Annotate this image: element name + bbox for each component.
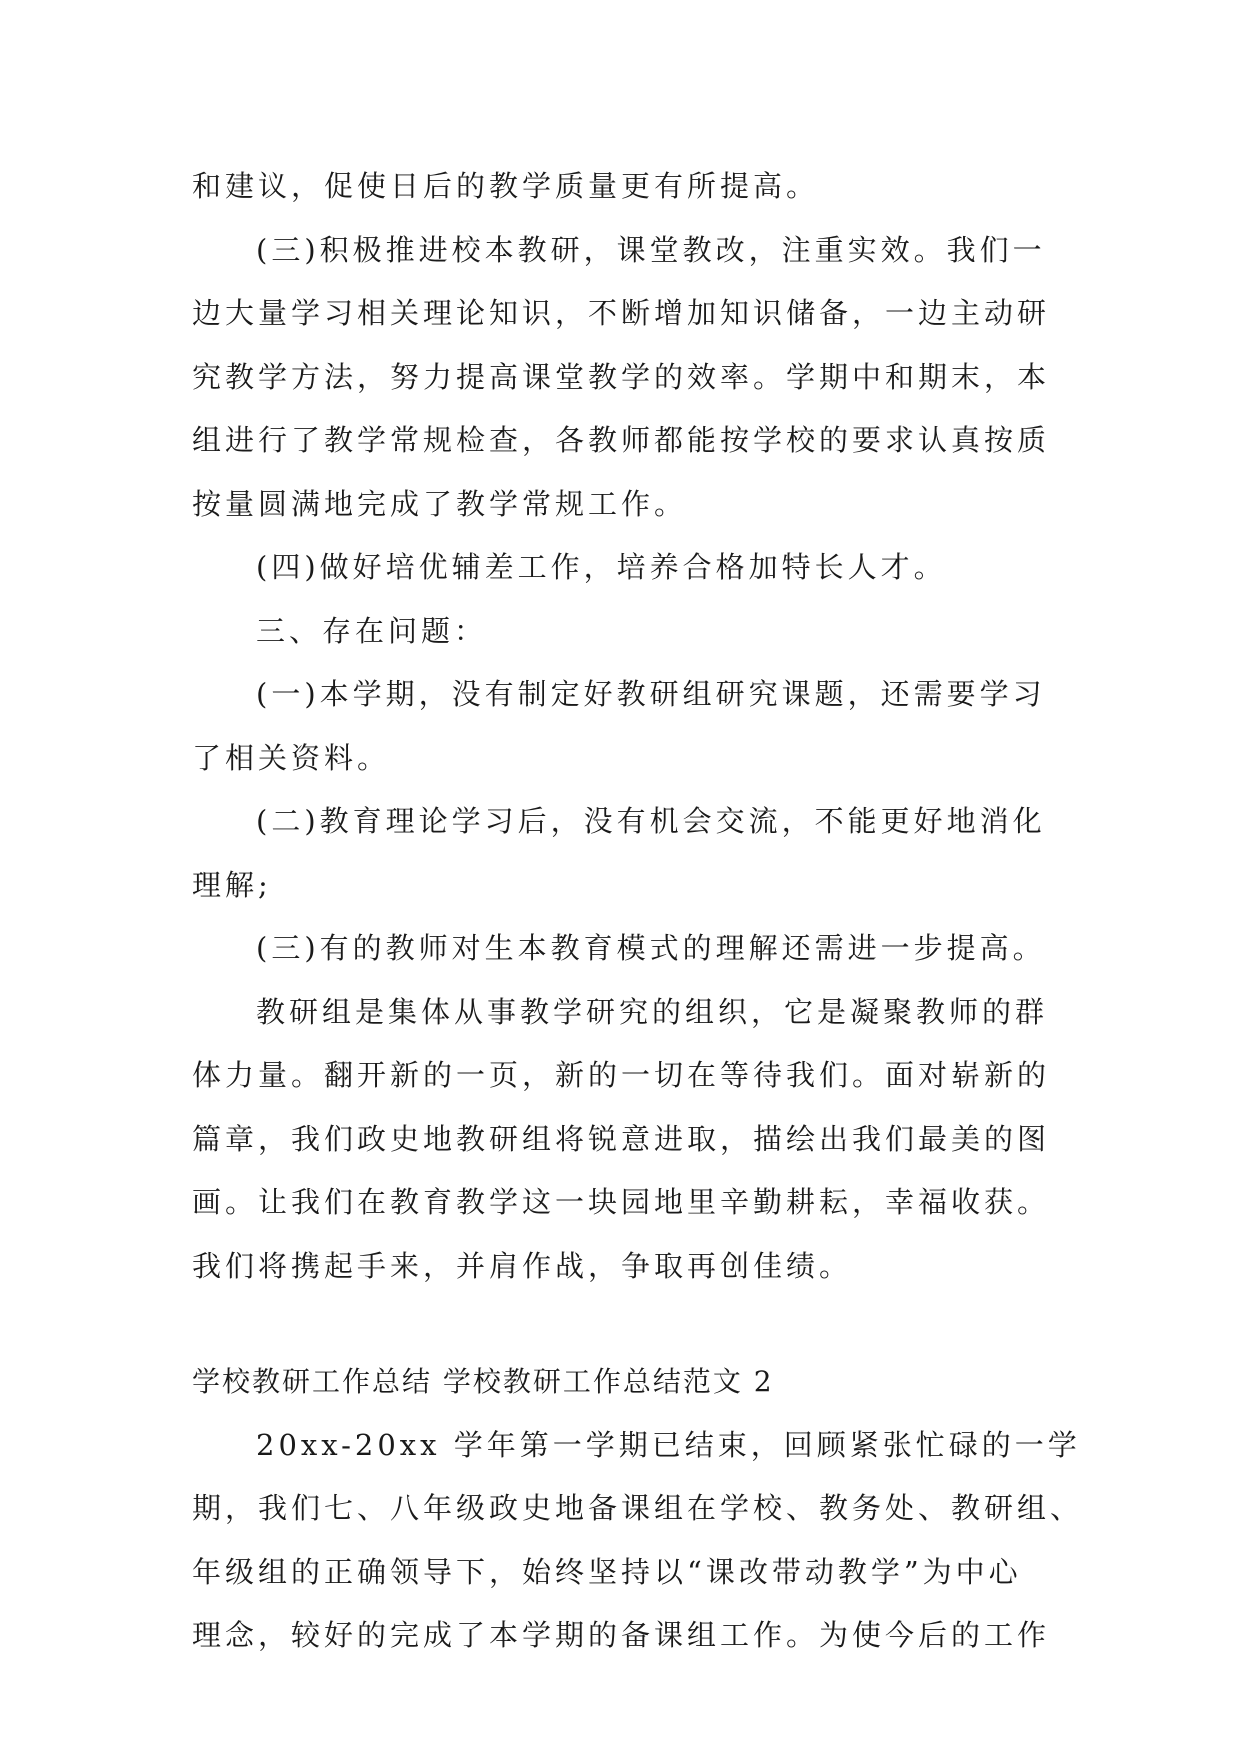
text-line: 和建议，促使日后的教学质量更有所提高。 <box>192 169 820 203</box>
text-line: 20xx-20xx 学年第一学期已结束，回顾紧张忙碌的一学 <box>256 1427 1081 1462</box>
text-line: 理解; <box>192 867 272 902</box>
document-body <box>192 155 1084 1668</box>
text-line: 边大量学习相关理论知识，不断增加知识储备，一边主动研 <box>192 296 1051 330</box>
section-heading: 学校教研工作总结 学校教研工作总结范文 2 <box>192 1365 774 1398</box>
text-line: (一)本学期，没有制定好教研组研究课题，还需要学习 <box>256 677 1046 711</box>
section-subheading: 三、存在问题： <box>256 613 488 648</box>
text-line: 篇章，我们政史地教研组将锐意进取，描绘出我们最美的图 <box>192 1121 1051 1156</box>
text-line: (四)做好培优辅差工作，培养合格加特长人才。 <box>256 550 947 584</box>
text-line: 我们将携起手来，并肩作战，争取再创佳绩。 <box>192 1248 853 1283</box>
text-line: (三)有的教师对生本教育模式的理解还需进一步提高。 <box>256 931 1046 965</box>
text-line: 理念，较好的完成了本学期的备课组工作。为使今后的工作 <box>192 1618 1051 1652</box>
text-line: 组进行了教学常规检查，各教师都能按学校的要求认真按质 <box>192 423 1051 457</box>
text-line: 期，我们七、八年级政史地备课组在学校、教务处、教研组、 <box>192 1491 1084 1525</box>
text-line: 按量圆满地完成了教学常规工作。 <box>192 486 688 521</box>
text-line: 年级组的正确领导下，始终坚持以“课改带动教学”为中心 <box>192 1554 1022 1589</box>
text-line: 了相关资料。 <box>192 740 391 775</box>
text-line: (二)教育理论学习后，没有机会交流，不能更好地消化 <box>256 804 1046 838</box>
text-line: 究教学方法，努力提高课堂教学的效率。学期中和期末，本 <box>192 359 1051 394</box>
text-line: 画。让我们在教育教学这一块园地里辛勤耕耘，幸福收获。 <box>192 1185 1051 1219</box>
text-line: 教研组是集体从事教学研究的组织，它是凝聚教师的群 <box>256 994 1049 1029</box>
section-spacer <box>192 1298 1062 1350</box>
text-line: (三)积极推进校本教研，课堂教改，注重实效。我们一 <box>256 232 1046 267</box>
text-line: 体力量。翻开新的一页，新的一切在等待我们。面对崭新的 <box>192 1058 1051 1092</box>
